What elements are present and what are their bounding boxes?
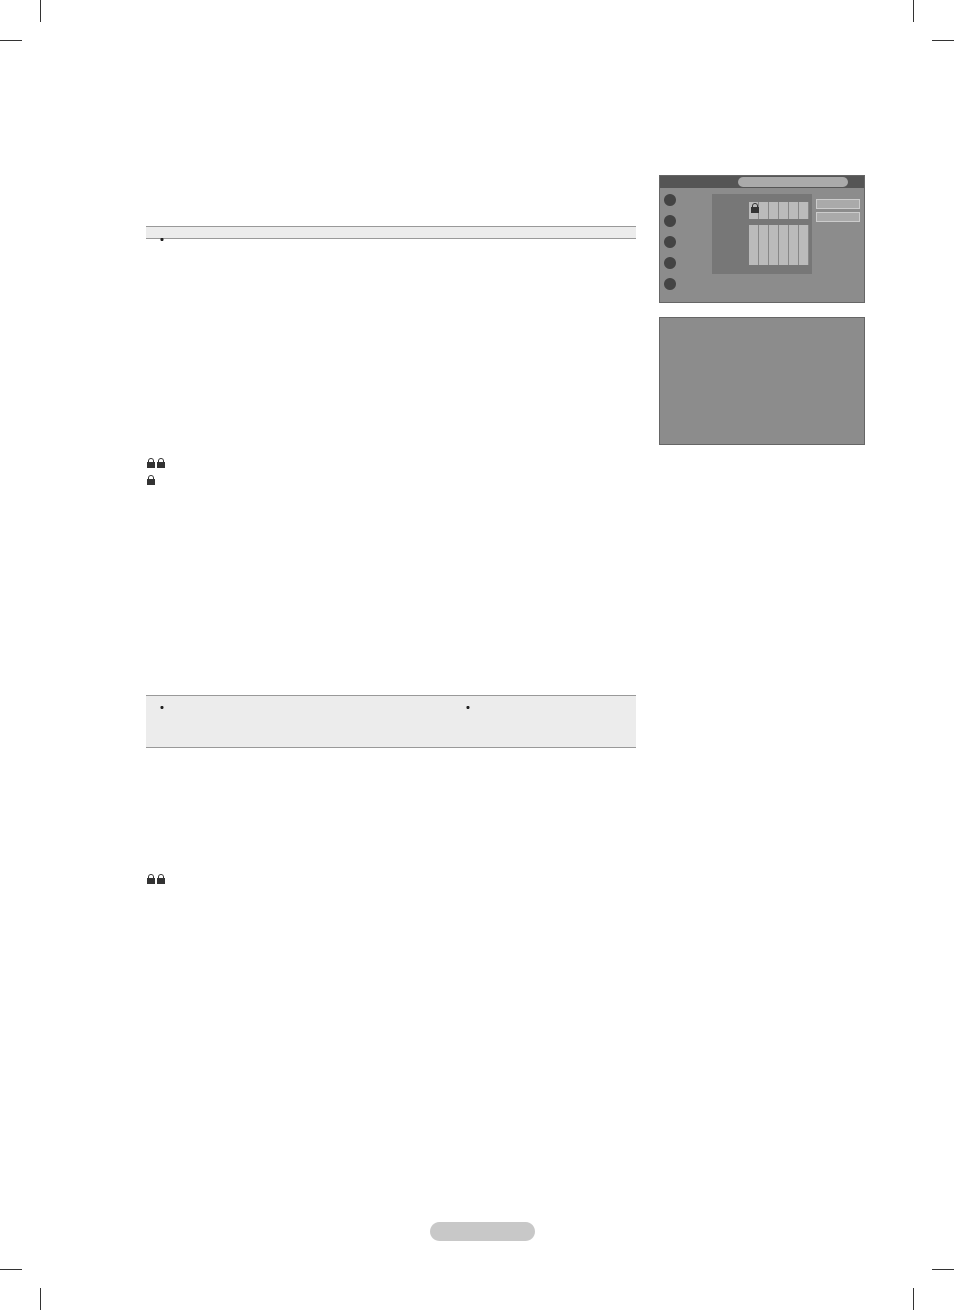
bloq-todo-button — [816, 212, 860, 222]
tv-menu-item — [664, 194, 704, 212]
grid-block — [749, 225, 809, 265]
tv-side-menu — [660, 188, 706, 292]
tv-screen-parental-guide — [659, 175, 865, 303]
tv-menu-item — [664, 236, 704, 254]
crop-mark — [0, 40, 22, 41]
tv-menu-item — [664, 257, 704, 275]
page-number — [430, 1222, 535, 1241]
lock-icon — [147, 458, 155, 468]
lock-icon — [147, 475, 155, 485]
lock-icon — [751, 203, 759, 213]
crop-mark — [913, 1288, 914, 1310]
grid-cells — [749, 202, 809, 272]
input-icon — [664, 278, 676, 290]
setup-icon — [664, 257, 676, 269]
tv-screen-parental-guide-sub — [659, 317, 865, 445]
channel-icon — [664, 236, 676, 248]
picture-icon — [664, 194, 676, 206]
tv-menu-item — [664, 215, 704, 233]
step-5 — [120, 454, 640, 488]
ratings-box — [146, 226, 636, 239]
crop-mark — [40, 0, 41, 22]
lock-icon — [157, 458, 165, 468]
tv-menu-item — [664, 278, 704, 296]
crop-mark — [913, 0, 914, 22]
lock-icon — [147, 874, 155, 884]
step-6 — [120, 870, 640, 887]
crop-mark — [932, 40, 954, 41]
crop-mark — [0, 1269, 22, 1270]
tv-guide-title — [738, 177, 848, 187]
tv-header — [660, 176, 864, 188]
crop-mark — [932, 1269, 954, 1270]
sound-icon — [664, 215, 676, 227]
subratings-box — [146, 695, 636, 748]
note-perm-bloq — [146, 594, 636, 599]
lock-icon — [157, 874, 165, 884]
tv-rating-grid — [712, 194, 812, 274]
perm-todo-button — [816, 199, 860, 209]
crop-mark — [40, 1288, 41, 1310]
